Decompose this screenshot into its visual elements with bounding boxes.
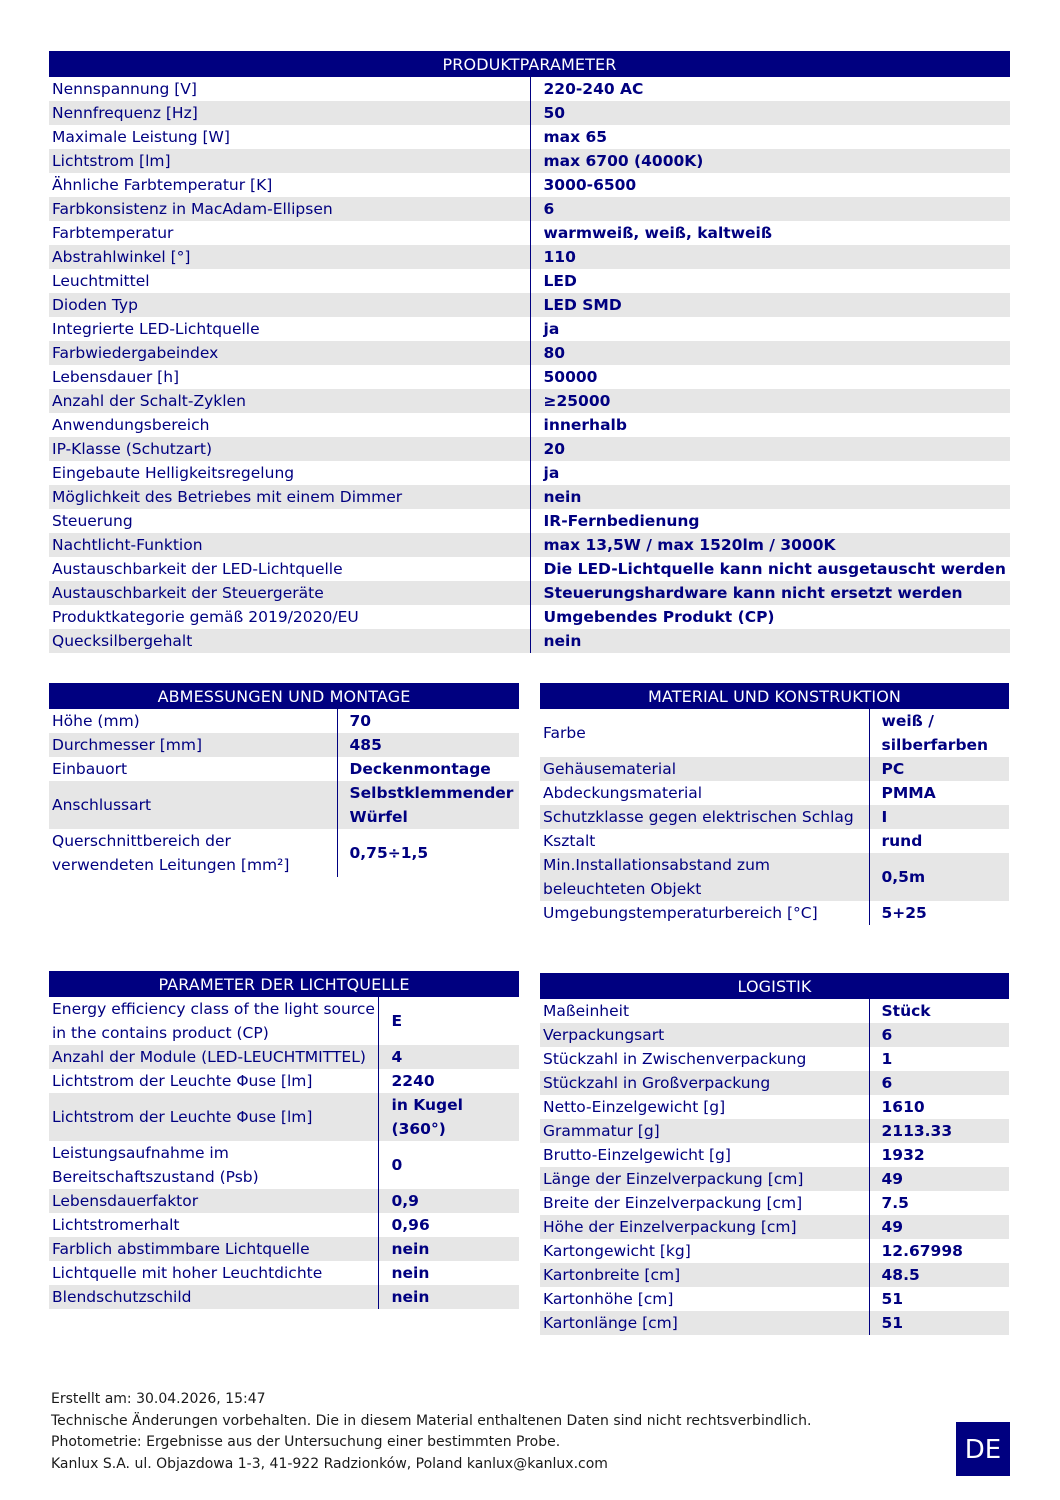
param-label: Maximale Leistung [W] [52, 128, 230, 146]
light-source-table [49, 997, 519, 1309]
param-label: Ähnliche Farbtemperatur [K] [52, 176, 273, 194]
param-value: 7.5 [869, 1191, 1009, 1215]
table-row [540, 829, 1009, 853]
param-value: 50000 [530, 365, 1010, 389]
param-label: Abstrahlwinkel [°] [49, 245, 530, 269]
param-label: IP-Klasse (Schutzart) [49, 437, 530, 461]
table-row [49, 1141, 519, 1189]
param-label: Leistungsaufnahme im Bereitschaftszustand (Psb) [52, 1144, 259, 1186]
param-label: Breite der Einzelverpackung [cm] [543, 1194, 803, 1212]
param-label: Nachtlicht-Funktion [49, 533, 530, 557]
table-row [540, 757, 1009, 781]
param-value: ≥25000 [530, 389, 1010, 413]
language-badge: DE [956, 1422, 1010, 1476]
param-value: 20 [530, 437, 1010, 461]
material-section [540, 683, 1009, 925]
table-row [49, 557, 1010, 581]
table-row [49, 77, 1010, 101]
param-value: PC [869, 757, 1009, 781]
param-label: Anwendungsbereich [52, 416, 210, 434]
table-row [49, 509, 1010, 533]
param-label: Farbe [543, 724, 586, 742]
table-row [49, 413, 1010, 437]
section-title: MATERIAL UND KONSTRUKTION [540, 683, 1009, 709]
disclaimer: Technische Änderungen vorbehalten. Die in diesem Material enthaltenen Daten sind nicht rechtsverbindlich. [51, 1412, 812, 1429]
table-row [540, 1047, 1009, 1071]
param-value: 12.67998 [869, 1239, 1009, 1263]
param-label: Verpackungsart [540, 1023, 869, 1047]
param-value: ja [530, 317, 1010, 341]
table-row [49, 581, 1010, 605]
param-value: nein [530, 485, 1010, 509]
param-label: Höhe (mm) [52, 712, 140, 730]
param-label: Eingebaute Helligkeitsregelung [52, 464, 295, 482]
table-row [49, 389, 1010, 413]
param-value: 5+25 [869, 901, 1009, 925]
table-row [49, 829, 519, 877]
logistics-table [540, 999, 1009, 1335]
param-value: IR-Fernbedienung [530, 509, 1010, 533]
param-value: 3000-6500 [530, 173, 1010, 197]
table-row [49, 709, 519, 733]
param-value: Steuerungshardware kann nicht ersetzt werden [530, 581, 1010, 605]
param-value: 6 [869, 1023, 1009, 1047]
param-label: Quecksilbergehalt [49, 629, 530, 653]
param-value: nein [530, 629, 1010, 653]
table-row [49, 293, 1010, 317]
param-label: Höhe der Einzelverpackung [cm] [540, 1215, 869, 1239]
param-value: 485 [337, 733, 519, 757]
param-label: Farblich abstimmbare Lichtquelle [49, 1237, 378, 1261]
param-value: 49 [869, 1215, 1009, 1239]
param-value: 51 [869, 1311, 1009, 1335]
table-row [49, 341, 1010, 365]
section-title: PARAMETER DER LICHTQUELLE [49, 971, 519, 997]
param-label: Kartonhöhe [cm] [543, 1290, 674, 1308]
param-value: ja [530, 461, 1010, 485]
param-label: Einbauort [52, 760, 128, 778]
table-row [540, 1311, 1009, 1335]
param-value: 0,75÷1,5 [337, 829, 519, 877]
param-label: Lichtstrom der Leuchte Φuse [lm] [52, 1072, 313, 1090]
param-label: Lichtquelle mit hoher Leuchtdichte [52, 1264, 323, 1282]
param-value: max 65 [530, 125, 1010, 149]
param-value: 51 [869, 1287, 1009, 1311]
param-label: Ksztalt [543, 832, 596, 850]
param-label: Abdeckungsmaterial [543, 784, 703, 802]
param-label: Kartongewicht [kg] [543, 1242, 691, 1260]
table-row [540, 1143, 1009, 1167]
param-label: Maßeinheit [543, 1002, 630, 1020]
param-value: PMMA [869, 781, 1009, 805]
param-label: Stückzahl in Zwischenverpackung [543, 1050, 807, 1068]
table-row [49, 173, 1010, 197]
param-value: Die LED-Lichtquelle kann nicht ausgetauscht werden [530, 557, 1010, 581]
photometry-note: Photometrie: Ergebnisse aus der Untersuchung einer bestimmten Probe. [51, 1434, 561, 1450]
param-label: Anschlussart [49, 781, 337, 829]
param-label: Stückzahl in Großverpackung [540, 1071, 869, 1095]
param-value: 6 [530, 197, 1010, 221]
table-row [540, 1191, 1009, 1215]
param-label: Grammatur [g] [540, 1119, 869, 1143]
param-label: Anzahl der Schalt-Zyklen [49, 389, 530, 413]
param-value: max 13,5W / max 1520lm / 3000K [530, 533, 1010, 557]
table-row [49, 365, 1010, 389]
param-value: 6 [869, 1071, 1009, 1095]
param-value: 1 [869, 1047, 1009, 1071]
param-value: 2240 [378, 1069, 519, 1093]
created-date: Erstellt am: 30.04.2026, 15:47 [51, 1391, 266, 1407]
table-row [49, 317, 1010, 341]
param-label: Farbkonsistenz in MacAdam-Ellipsen [49, 197, 530, 221]
param-label: Durchmesser [mm] [49, 733, 337, 757]
table-row [49, 437, 1010, 461]
light-source-section [49, 971, 519, 1309]
table-row [49, 197, 1010, 221]
dimensions-table [49, 709, 519, 877]
param-label: Brutto-Einzelgewicht [g] [543, 1146, 731, 1164]
logistics-section [540, 973, 1009, 1335]
param-label: Lichtstromerhalt [52, 1216, 180, 1234]
param-value: rund [869, 829, 1009, 853]
param-value: LED [530, 269, 1010, 293]
param-label: Produktkategorie gemäß 2019/2020/EU [52, 608, 359, 626]
param-label: Blendschutzschild [49, 1285, 378, 1309]
param-value: nein [378, 1285, 519, 1309]
param-label: Lichtstrom [lm] [49, 149, 530, 173]
param-value: 70 [337, 709, 519, 733]
param-label: Steuerung [52, 512, 133, 530]
param-label: Umgebungstemperaturbereich [°C] [543, 904, 818, 922]
param-value: Selbstklemmender Würfel [337, 781, 519, 829]
param-value: nein [378, 1237, 519, 1261]
param-value: 80 [530, 341, 1010, 365]
table-row [540, 1023, 1009, 1047]
table-row [540, 1095, 1009, 1119]
table-row [49, 605, 1010, 629]
param-value: Umgebendes Produkt (CP) [530, 605, 1010, 629]
param-label: Anzahl der Module (LED-LEUCHTMITTEL) [49, 1045, 378, 1069]
table-row [540, 1287, 1009, 1311]
param-label: Schutzklasse gegen elektrischen Schlag [540, 805, 869, 829]
param-value: in Kugel (360°) [378, 1093, 519, 1141]
product-parameters-table [49, 77, 1010, 653]
table-row [49, 221, 1010, 245]
param-label: Min.Installationsabstand zum beleuchteten Objekt [540, 853, 869, 901]
param-label: Länge der Einzelverpackung [cm] [540, 1167, 869, 1191]
param-value: Stück [869, 999, 1009, 1023]
param-label: Möglichkeit des Betriebes mit einem Dimmer [49, 485, 530, 509]
table-row [49, 1069, 519, 1093]
table-row [540, 781, 1009, 805]
param-value: 0 [378, 1141, 519, 1189]
table-row [49, 485, 1010, 509]
param-value: weiß / silberfarben [869, 709, 1009, 757]
table-row [540, 1071, 1009, 1095]
table-row [540, 1239, 1009, 1263]
param-value: 48.5 [869, 1263, 1009, 1287]
table-row [49, 1237, 519, 1261]
table-row [540, 999, 1009, 1023]
table-row [49, 101, 1010, 125]
param-value: warmweiß, weiß, kaltweiß [530, 221, 1010, 245]
param-label: Lebensdauer [h] [52, 368, 180, 386]
param-value: 4 [378, 1045, 519, 1069]
param-value: 1610 [869, 1095, 1009, 1119]
material-table [540, 709, 1009, 925]
param-label: Gehäusematerial [540, 757, 869, 781]
param-value: 110 [530, 245, 1010, 269]
param-label: Lebensdauerfaktor [49, 1189, 378, 1213]
table-row [49, 245, 1010, 269]
section-title: LOGISTIK [540, 973, 1009, 999]
table-row [49, 269, 1010, 293]
table-row [49, 125, 1010, 149]
table-row [540, 805, 1009, 829]
table-row [49, 781, 519, 829]
param-value: Deckenmontage [337, 757, 519, 781]
table-row [49, 1093, 519, 1141]
param-value: 2113.33 [869, 1119, 1009, 1143]
param-value: 50 [530, 101, 1010, 125]
param-label: Austauschbarkeit der LED-Lichtquelle [52, 560, 343, 578]
table-row [540, 1119, 1009, 1143]
param-label: Kartonlänge [cm] [540, 1311, 869, 1335]
table-row [49, 149, 1010, 173]
table-row [540, 901, 1009, 925]
table-row [540, 1263, 1009, 1287]
param-label: Farbtemperatur [52, 224, 174, 242]
param-label: Leuchtmittel [52, 272, 150, 290]
param-label: Austauschbarkeit der Steuergeräte [49, 581, 530, 605]
table-row [49, 733, 519, 757]
param-value: E [378, 997, 519, 1045]
param-value: LED SMD [530, 293, 1010, 317]
company-address: Kanlux S.A. ul. Objazdowa 1-3, 41-922 Radzionków, Poland kanlux@kanlux.com [51, 1455, 608, 1472]
section-title: ABMESSUNGEN UND MONTAGE [49, 683, 519, 709]
param-value: 1932 [869, 1143, 1009, 1167]
table-row [49, 757, 519, 781]
param-value: 0,9 [378, 1189, 519, 1213]
param-label: Integrierte LED-Lichtquelle [52, 320, 260, 338]
param-value: 0,96 [378, 1213, 519, 1237]
table-row [540, 853, 1009, 901]
param-label: Lichtstrom der Leuchte Φuse [lm] [49, 1093, 378, 1141]
param-label: Nennfrequenz [Hz] [49, 101, 530, 125]
product-parameters-section [49, 51, 1010, 653]
table-row [49, 629, 1010, 653]
table-row [49, 1285, 519, 1309]
param-value: I [869, 805, 1009, 829]
table-row [540, 1167, 1009, 1191]
param-label: Farbwiedergabeindex [49, 341, 530, 365]
param-label: Kartonbreite [cm] [540, 1263, 869, 1287]
param-label: Energy efficiency class of the light source in the contains product (CP) [52, 1000, 375, 1042]
param-label: Nennspannung [V] [52, 80, 197, 98]
table-row [49, 997, 519, 1045]
param-value: 49 [869, 1167, 1009, 1191]
table-row [540, 1215, 1009, 1239]
table-row [49, 1045, 519, 1069]
param-label: Dioden Typ [49, 293, 530, 317]
param-value: max 6700 (4000K) [530, 149, 1010, 173]
dimensions-section [49, 683, 519, 877]
param-label: Netto-Einzelgewicht [g] [543, 1098, 726, 1116]
param-label: Querschnittbereich der verwendeten Leitungen [mm²] [52, 832, 290, 874]
param-value: 220-240 AC [530, 77, 1010, 101]
table-row [49, 461, 1010, 485]
param-value: 0,5m [869, 853, 1009, 901]
table-row [49, 1189, 519, 1213]
table-row [49, 1213, 519, 1237]
table-row [49, 533, 1010, 557]
param-value: nein [378, 1261, 519, 1285]
table-row [540, 709, 1009, 757]
param-value: innerhalb [530, 413, 1010, 437]
section-title: PRODUKTPARAMETER [49, 51, 1010, 77]
footer [51, 1389, 931, 1475]
table-row [49, 1261, 519, 1285]
